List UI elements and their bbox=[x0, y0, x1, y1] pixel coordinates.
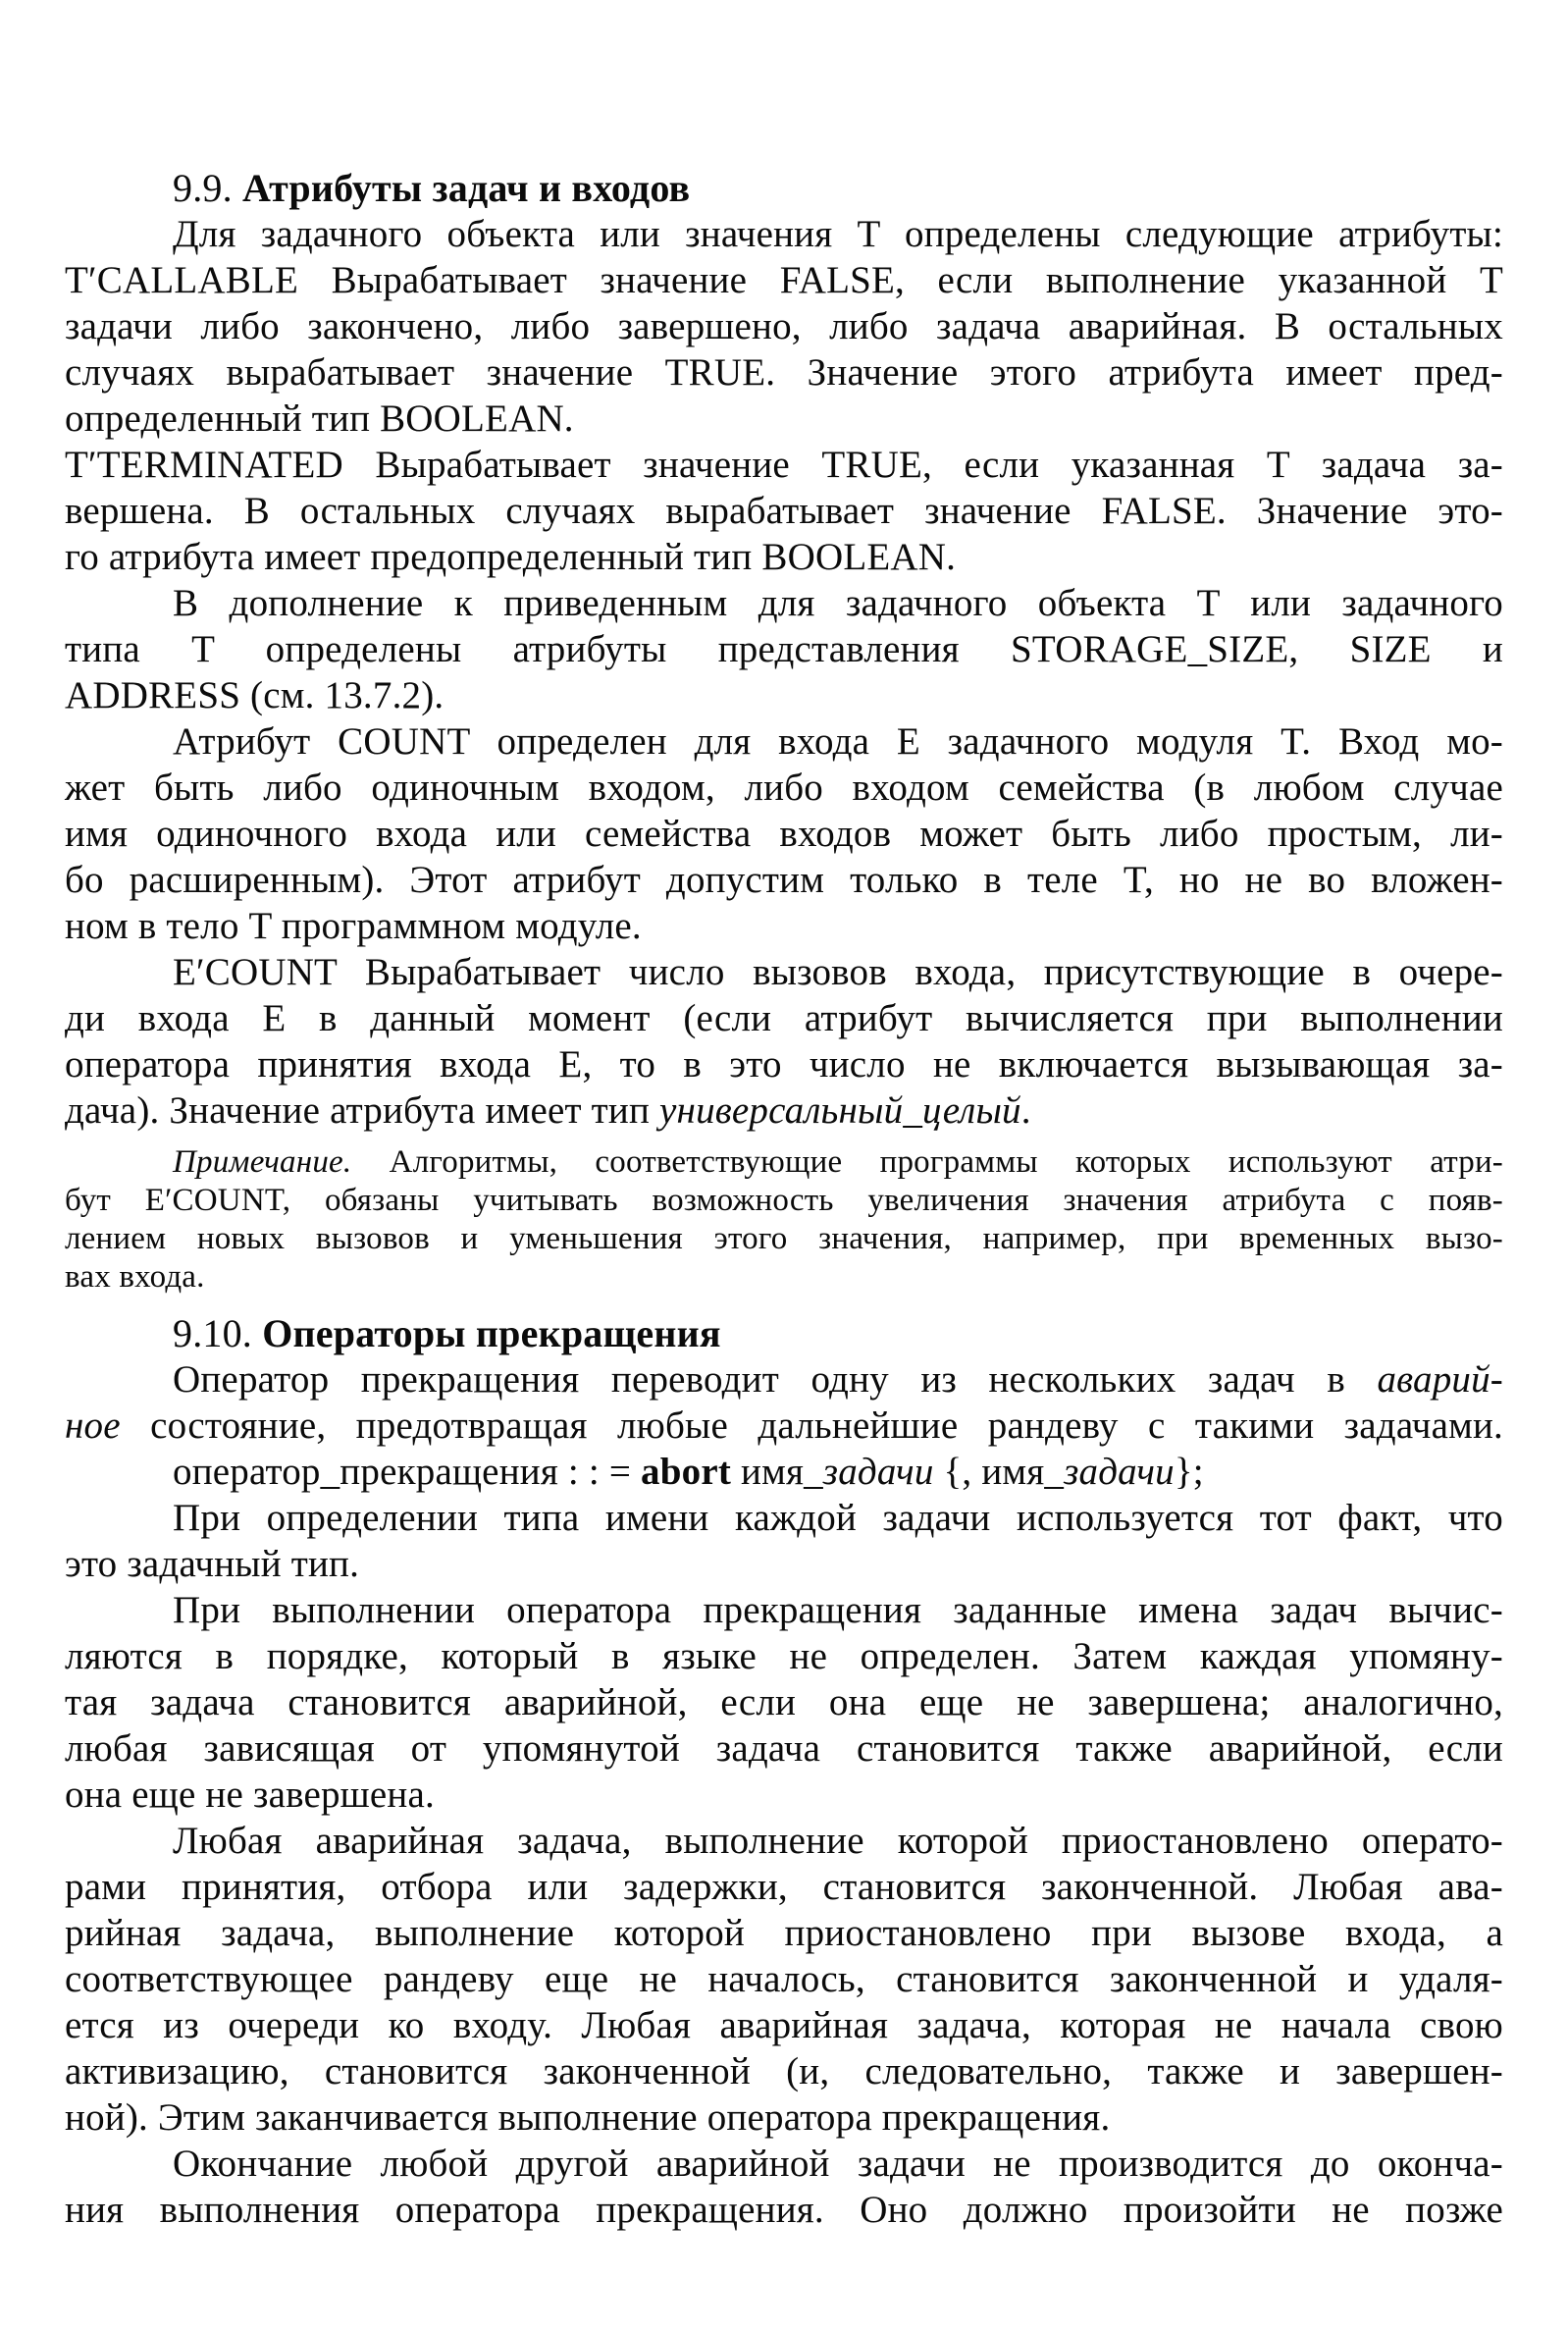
text-run: ной). Этим заканчивается выполнение оператора прекращения. bbox=[65, 2096, 1111, 2139]
text-line bbox=[65, 303, 1503, 349]
text-run: ния выполнения оператора прекращения. Оно должно произойти не позже bbox=[65, 2189, 1503, 2231]
text-line bbox=[65, 1356, 1503, 1403]
text-line bbox=[65, 1041, 1503, 1087]
text-line bbox=[65, 1495, 1503, 1541]
text-run: задачи bbox=[822, 1451, 934, 1493]
text-line bbox=[65, 1772, 1503, 1818]
text-run: abort bbox=[641, 1451, 732, 1493]
text-run: . bbox=[1020, 1089, 1031, 1132]
text-run: При выполнении оператора прекращения заданные имена задач вычис- bbox=[173, 1589, 1503, 1631]
text-run: случаях вырабатывает значение TRUE. Значение этого атрибута имеет пред- bbox=[65, 351, 1503, 394]
text-run: ном в тело T программном модуле. bbox=[65, 905, 642, 947]
text-line bbox=[65, 1403, 1503, 1449]
text-run: имя одиночного входа или семейства входов может быть либо простым, ли- bbox=[65, 813, 1503, 855]
note-line bbox=[65, 1220, 1503, 1258]
text-run: аварий- bbox=[1377, 1358, 1503, 1401]
text-run: это задачный тип. bbox=[65, 1543, 360, 1585]
text-line bbox=[65, 442, 1503, 488]
text-run: рами принятия, отбора или задержки, становится законченной. Любая ава- bbox=[65, 1866, 1503, 1908]
text-line bbox=[65, 396, 1503, 442]
text-line bbox=[65, 1633, 1503, 1679]
text-run: вах входа. bbox=[65, 1259, 205, 1295]
text-run: бо расширенным). Этот атрибут допустим только в теле T, но не во вложен- bbox=[65, 859, 1503, 901]
text-line bbox=[65, 995, 1503, 1041]
text-run: тая задача становится аварийной, если она еще не завершена; аналогично, bbox=[65, 1681, 1503, 1723]
text-run: универсальный_целый bbox=[659, 1089, 1021, 1132]
text-run: дача). Значение атрибута имеет тип bbox=[65, 1089, 660, 1132]
text-run: определенный тип BOOLEAN. bbox=[65, 397, 574, 440]
note-line bbox=[65, 1143, 1503, 1182]
text-line bbox=[65, 1087, 1503, 1134]
text-line bbox=[65, 672, 1503, 718]
section-heading bbox=[65, 165, 1503, 211]
text-run: Атрибут COUNT определен для входа E задачного модуля T. Вход мо- bbox=[173, 720, 1503, 763]
text-run: ADDRESS (см. 13.7.2). bbox=[65, 674, 444, 716]
text-line bbox=[65, 903, 1503, 949]
text-run: }; bbox=[1174, 1451, 1204, 1493]
text-run: оператор_прекращения : : = bbox=[173, 1451, 642, 1493]
text-run: ется из очереди ко входу. Любая аварийная задача, которая не начала свою bbox=[65, 2004, 1503, 2046]
text-line bbox=[65, 1864, 1503, 1910]
section-heading bbox=[65, 1310, 1503, 1356]
text-run: вершена. В остальных случаях вырабатывает значение FALSE. Значение это- bbox=[65, 490, 1503, 532]
text-line bbox=[65, 949, 1503, 995]
text-run: го атрибута имеет предопределенный тип BOOLEAN. bbox=[65, 536, 957, 578]
text-line bbox=[65, 1818, 1503, 1864]
text-line bbox=[65, 2048, 1503, 2094]
text-line bbox=[65, 1449, 1503, 1495]
text-line bbox=[65, 811, 1503, 857]
text-line bbox=[65, 2187, 1503, 2233]
text-run: она еще не завершена. bbox=[65, 1774, 435, 1816]
text-line bbox=[65, 257, 1503, 303]
text-run: жет быть либо одиночным входом, либо входом семейства (в любом случае bbox=[65, 767, 1503, 809]
text-run: рийная задача, выполнение которой приостановлено при вызове входа, а bbox=[65, 1912, 1503, 1954]
text-line bbox=[65, 857, 1503, 903]
text-run: Любая аварийная задача, выполнение которой приостановлено операто- bbox=[173, 1820, 1503, 1862]
text-line bbox=[65, 1910, 1503, 1956]
text-run: Примечание. bbox=[173, 1144, 352, 1180]
text-run: T′CALLABLE Вырабатывает значение FALSE, если выполнение указанной T bbox=[65, 259, 1503, 301]
text-line bbox=[65, 211, 1503, 257]
note-line bbox=[65, 1182, 1503, 1220]
text-line bbox=[65, 1679, 1503, 1725]
text-line bbox=[65, 488, 1503, 534]
text-line bbox=[65, 2094, 1503, 2141]
text-line bbox=[65, 2141, 1503, 2187]
text-run: состояние, предотвращая любые дальнейшие рандеву с такими задачами. bbox=[120, 1404, 1503, 1447]
text-run: имя_ bbox=[731, 1451, 823, 1493]
note-line bbox=[65, 1258, 1503, 1297]
text-run: оператора принятия входа E, то в это число не включается вызывающая за- bbox=[65, 1043, 1503, 1086]
text-line bbox=[65, 1587, 1503, 1633]
text-line bbox=[65, 534, 1503, 580]
text-run: типа T определены атрибуты представления STORAGE_SIZE, SIZE и bbox=[65, 628, 1503, 670]
text-run: Атрибуты задач и входов bbox=[242, 166, 691, 210]
text-run: Операторы прекращения bbox=[262, 1311, 721, 1355]
text-run: задачи bbox=[1064, 1451, 1175, 1493]
text-run: Оператор прекращения переводит одну из нескольких задач в bbox=[173, 1358, 1378, 1401]
text-run: ное bbox=[65, 1404, 121, 1447]
text-run: 9.10. bbox=[173, 1311, 263, 1355]
text-run: активизацию, становится законченной (и, следовательно, также и завершен- bbox=[65, 2050, 1503, 2092]
text-run: E′COUNT Вырабатывает число вызовов входа, присутствующие в очере- bbox=[173, 951, 1503, 993]
text-run: лением новых вызовов и уменьшения этого значения, например, при временных вызо- bbox=[65, 1221, 1503, 1256]
text-run: ляются в порядке, который в языке не определен. Затем каждая упомяну- bbox=[65, 1635, 1503, 1677]
text-run: T′TERMINATED Вырабатывает значение TRUE, если указанная T задача за- bbox=[65, 444, 1503, 486]
text-run: соответствующее рандеву еще не началось, становится законченной и удаля- bbox=[65, 1958, 1503, 2000]
text-run: {, имя_ bbox=[933, 1451, 1065, 1493]
text-line bbox=[65, 765, 1503, 811]
text-run: бут E′COUNT, обязаны учитывать возможность увеличения значения атрибута с появ- bbox=[65, 1183, 1503, 1218]
text-run: любая зависящая от упомянутой задача становится также аварийной, если bbox=[65, 1727, 1503, 1770]
text-line bbox=[65, 626, 1503, 672]
text-run: ди входа E в данный момент (если атрибут вычисляется при выполнении bbox=[65, 997, 1503, 1039]
text-run: При определении типа имени каждой задачи используется тот факт, что bbox=[173, 1497, 1503, 1539]
text-run: 9.9. bbox=[173, 166, 242, 210]
text-run: Для задачного объекта или значения T определены следующие атрибуты: bbox=[173, 213, 1503, 255]
text-run: Окончание любой другой аварийной задачи не производится до оконча- bbox=[173, 2143, 1503, 2185]
text-column bbox=[65, 165, 1503, 2233]
text-line bbox=[65, 718, 1503, 765]
text-run: задачи либо закончено, либо завершено, либо задача аварийная. В остальных bbox=[65, 305, 1503, 347]
text-line bbox=[65, 349, 1503, 396]
text-line bbox=[65, 580, 1503, 626]
text-line bbox=[65, 1725, 1503, 1772]
text-line bbox=[65, 1541, 1503, 1587]
text-run: В дополнение к приведенным для задачного объекта T или задачного bbox=[173, 582, 1503, 624]
text-run: Алгоритмы, соответствующие программы которых используют атри- bbox=[351, 1144, 1503, 1180]
text-line bbox=[65, 2002, 1503, 2048]
text-line bbox=[65, 1956, 1503, 2002]
